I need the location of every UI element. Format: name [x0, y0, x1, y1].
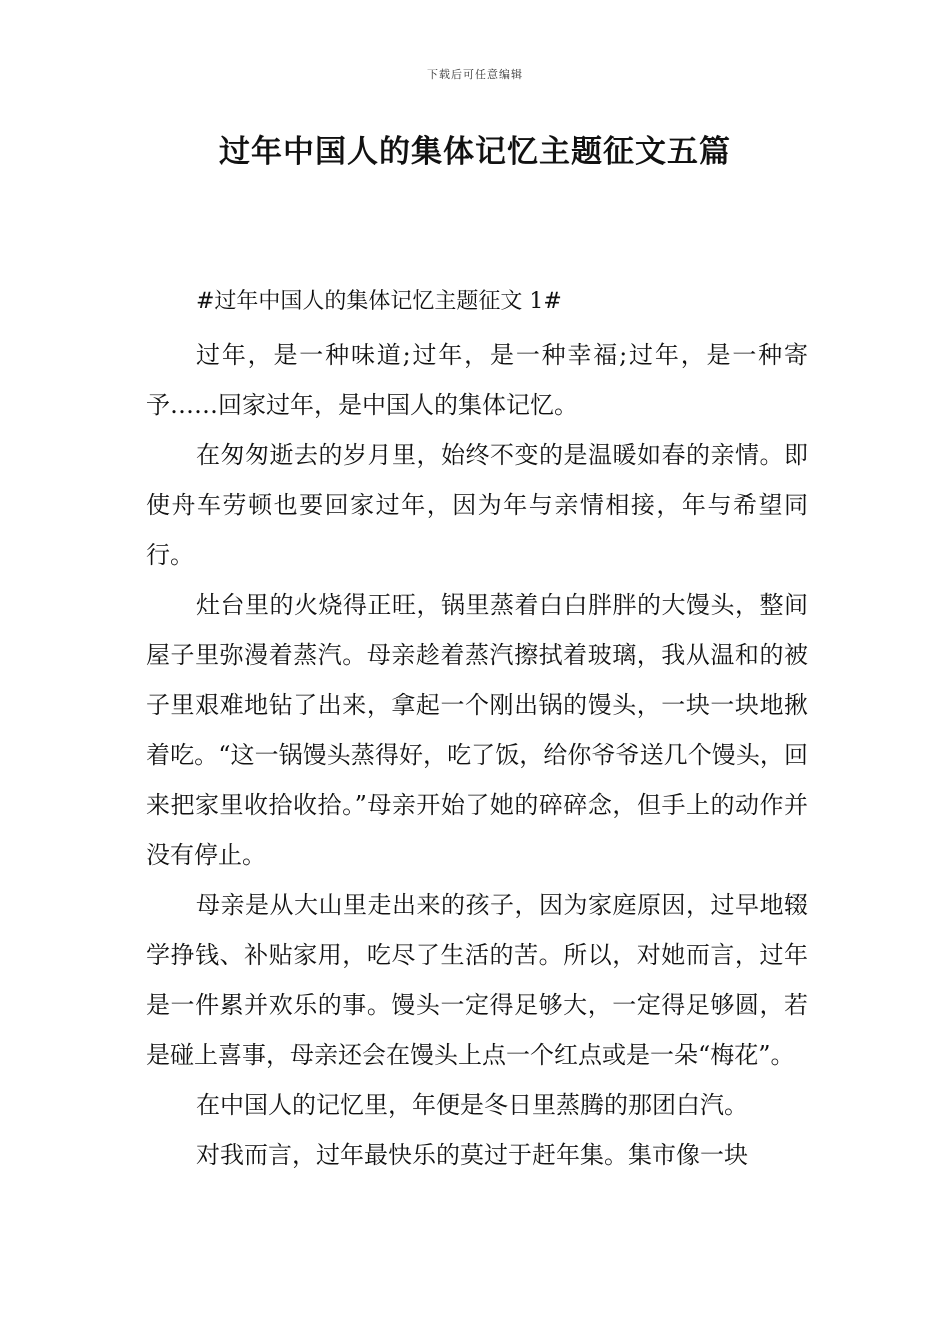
section-heading: #过年中国人的集体记忆主题征文 1# — [196, 289, 562, 314]
header-note: 下载后可任意编辑 — [427, 68, 523, 81]
paragraph: 母亲是从大山里走出来的孩子，因为家庭原因，过早地辍学挣钱、补贴家用，吃尽了生活的苦。所以，对她而言，过年是一件累并欢乐的事。馒头一定得足够大，一定得足够圆，若是碰上喜事，母亲还会在馒头上点一个红点或是一朵“梅花”。 — [146, 891, 808, 1069]
paragraph: 在中国人的记忆里，年便是冬日里蒸腾的那团白汽。 — [196, 1091, 748, 1119]
paragraph: 在匆匆逝去的岁月里，始终不变的是温暖如春的亲情。即使舟车劳顿也要回家过年，因为年与亲情相接，年与希望同行。 — [146, 441, 808, 569]
paragraph: 过年，是一种味道;过年，是一种幸福;过年，是一种寄予……回家过年，是中国人的集体记忆。 — [146, 341, 808, 419]
paragraph: 对我而言，过年最快乐的莫过于赶年集。集市像一块 — [196, 1141, 748, 1169]
document-body — [146, 282, 808, 1180]
document-title: 过年中国人的集体记忆主题征文五篇 — [219, 134, 731, 170]
paragraph: 灶台里的火烧得正旺，锅里蒸着白白胖胖的大馒头，整间屋子里弥漫着蒸汽。母亲趁着蒸汽擦拭着玻璃，我从温和的被子里艰难地钻了出来，拿起一个刚出锅的馒头，一块一块地揪着吃。“这一锅馒头蒸得好，吃了饭，给你爷爷送几个馒头，回来把家里收拾收拾。”母亲开始了她的碎碎念，但手上的动作并没有停止。 — [146, 591, 808, 869]
